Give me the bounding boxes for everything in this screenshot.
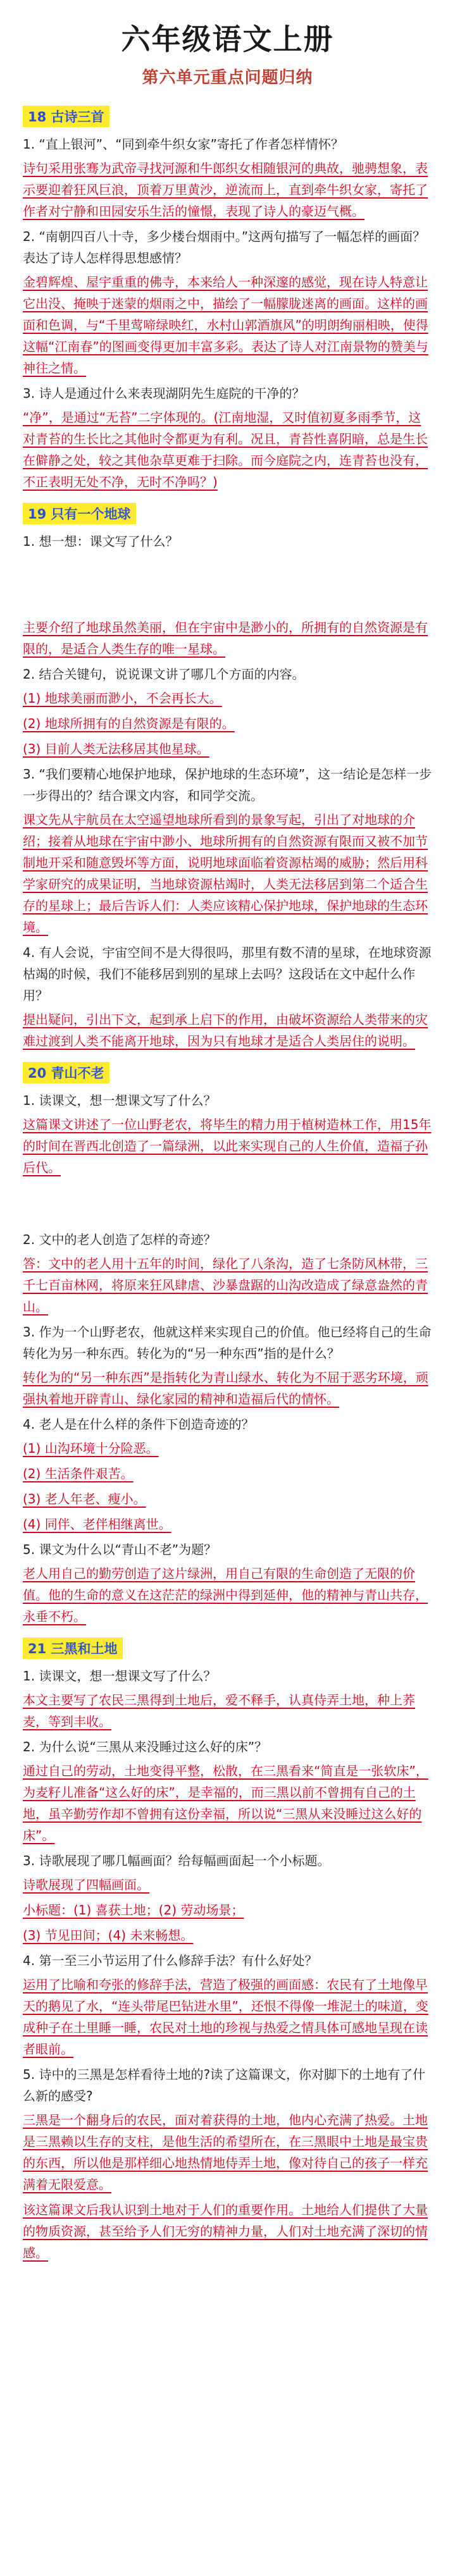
question-text: 1. 读课文，想一想课文写了什么？ bbox=[23, 1668, 216, 1684]
answer-text: 运用了比喻和夸张的修辞手法，营造了极强的画面感：农民有了土地像早天的鹅见了水，“连头带尾巴钻进水里”，还恨不得像一堆泥土的味道，变成种子在土里睡一睡，农民对土地的珍视与热爱之情具体可感地呈现在读者眼前。 bbox=[23, 1977, 428, 2057]
page-subtitle: 第六单元重点问题归纳 bbox=[142, 68, 313, 87]
answer-text: 本文主要写了农民三黑得到土地后，爱不释手，认真侍弄土地，种上荞麦，等到丰收。 bbox=[23, 1692, 415, 1729]
answer-text: (2) 地球所拥有的自然资源是有限的。 bbox=[23, 716, 235, 731]
section-heading: 19 只有一个地球 bbox=[23, 503, 136, 524]
answer-text: 金碧辉煌、屋宇重重的佛寺，本来给人一种深邃的感觉，现在诗人特意让它出没、掩映于迷蒙的烟雨之中，描绘了一幅朦胧迷离的画面。这样的画面和色调，与“千里莺啼绿映红，水村山郭酒旗风”的明朗绚丽相映，使得这幅“江南春”的图画变得更加丰富多彩。表达了诗人对江南景物的赞美与神往之情。 bbox=[23, 274, 428, 376]
question-text: 2. “南朝四百八十寺，多少楼台烟雨中。”这两句描写了一幅怎样的画面？表达了诗人怎样得思想感情？ bbox=[23, 229, 426, 266]
answer-text: (4) 同伴、老伴相继离世。 bbox=[23, 1517, 171, 1532]
answer-text: 这篇课文讲述了一位山野老农，将毕生的精力用于植树造林工作，用15年的时间在晋西北创造了一篇绿洲，以此来实现自己的人生价值，造福子孙后代。 bbox=[23, 1117, 432, 1175]
question-text: 3. 诗歌展现了哪几幅画面？给每幅画面起一个小标题。 bbox=[23, 1853, 330, 1868]
section-heading: 21 三黑和土地 bbox=[23, 1637, 123, 1659]
question-text: 3. 作为一个山野老农，他就这样来实现自己的价值。他已经将自己的生命转化为另一种东西。转化为的“另一种东西”指的是什么？ bbox=[23, 1324, 432, 1361]
section bbox=[23, 1056, 432, 1627]
question-text: 4. 有人会说，宇宙空间不是大得很吗，那里有数不清的星球，在地球资源枯竭的时候，我们不能移居到别的星球上去吗？这段话在文中起什么作用？ bbox=[23, 945, 432, 1003]
content-body bbox=[23, 99, 432, 2264]
answer-text: 课文先从宇航员在太空遥望地球所看到的景象写起，引出了对地球的介绍；接着从地球在宇宙中渺小、地球所拥有的自然资源有限而又被不加节制地开采和随意毁坏等方面，说明地球面临着资源枯竭的威胁；然后用科学家研究的成果证明，当地球资源枯竭时，人类无法移居到第二个适合生存的星球上；最后告诉人们：人类应该精心保护地球，保护地球的生态环境。 bbox=[23, 812, 428, 935]
question-text: 4. 第一至三小节运用了什么修辞手法？有什么好处？ bbox=[23, 1953, 318, 1968]
answer-text: 老人用自己的勤劳创造了这片绿洲，用自己有限的生命创造了无限的价值。他的生命的意义在这茫茫的绿洲中得到延伸，他的精神与青山共存，永垂不朽。 bbox=[23, 1566, 428, 1624]
question-text: 2. 结合关键句，说说课文讲了哪几个方面的内容。 bbox=[23, 667, 305, 682]
question-text: 1. “直上银河”、“同到牵牛织女家”寄托了作者怎样情怀？ bbox=[23, 137, 344, 152]
question-text: 3. “我们要精心地保护地球，保护地球的生态环境”，这一结论是怎样一步一步得出的？结合课文内容，和同学交流。 bbox=[23, 767, 432, 803]
answer-text: 小标题：(1) 喜获土地；(2) 劳动场景； bbox=[23, 1902, 244, 1918]
answer-text: 提出疑问，引出下文，起到承上启下的作用，由破坏资源给人类带来的灾难过渡到人类不能离开地球，因为只有地球才是适合人类居住的说明。 bbox=[23, 1012, 428, 1049]
page-title: 六年级语文上册 bbox=[121, 22, 334, 56]
blank-space bbox=[23, 1182, 432, 1226]
answer-text: (3) 节见田间；(4) 未来畅想。 bbox=[23, 1928, 194, 1943]
answer-text: 该这篇课文后我认识到土地对于人们的重要作用。土地给人们提供了大量的物质资源，甚至给予人们无穷的精神力量，人们对土地充满了深切的情感。 bbox=[23, 2202, 428, 2260]
question-text: 5. 课文为什么以“青山不老”为题？ bbox=[23, 1542, 217, 1557]
answer-text: 转化为的“另一种东西”是指转化为青山绿水、转化为不屈于恶劣环境，顽强执着地开辟青山、绿化家园的精神和造福后代的情怀。 bbox=[23, 1370, 428, 1407]
answer-text: 通过自己的劳动，土地变得平整，松散，在三黑看来“简直是一张软床”，为麦籽儿准备“这么好的床”，是幸福的，而三黑以前不曾拥有自己的土地，虽辛勤劳作却不曾拥有这份幸福，所以说“三黑从来没睡过这么好的床”。 bbox=[23, 1763, 428, 1843]
blank-space bbox=[23, 555, 432, 615]
question-text: 1. 读课文，想一想课文写了什么？ bbox=[23, 1093, 216, 1108]
answer-text: 诗句采用张骞为武帝寻找河源和牛郎织女相随银河的典故，驰骋想象，表示要迎着狂风巨浪，顶着万里黄沙，逆流而上，直到牵牛织女家，寄托了作者对宁静和田园安乐生活的憧憬，表现了诗人的豪迈气概。 bbox=[23, 161, 428, 219]
question-text: 2. 为什么说“三黑从来没睡过这么好的床”？ bbox=[23, 1739, 268, 1754]
question-text: 1. 想一想：课文写了什么？ bbox=[23, 534, 178, 549]
answer-text: (1) 山沟环境十分险恶。 bbox=[23, 1441, 159, 1456]
answer-text: 诗歌展现了四幅画面。 bbox=[23, 1877, 149, 1892]
answer-text: “净”，是通过“无苔”二字体现的。(江南地湿，又时值初夏多雨季节，这对青苔的生长比之其他时令都更为有利。况且，青苔性喜阴暗，总是生长在僻静之处，较之其他杂草更难于扫除。而今庭院之内，连青苔也没有，不正表明无处不净，无时不净吗？) bbox=[23, 410, 428, 490]
answer-text: (3) 目前人类无法移居其他星球。 bbox=[23, 741, 209, 756]
section bbox=[23, 1631, 432, 2264]
answer-text: 答：文中的老人用十五年的时间，绿化了八条沟，造了七条防风林带，三千七百亩林网，将原来狂风肆虐、沙暴盘踞的山沟改造成了绿意盎然的青山。 bbox=[23, 1256, 428, 1314]
answer-text: (3) 老人年老、瘦小。 bbox=[23, 1491, 146, 1507]
answer-text: (1) 地球美丽而渺小，不会再长大。 bbox=[23, 691, 222, 706]
question-text: 4. 老人是在什么样的条件下创造奇迹的？ bbox=[23, 1417, 254, 1432]
answer-text: 三黑是一个翻身后的农民，面对着获得的土地，他内心充满了热爱。土地是三黑赖以生存的支柱，是他生活的希望所在，在三黑眼中土地是最宝贵的东西，所以他是那样细心地热情地侍弄土地，像对待自己的孩子一样充满着无限爱意。 bbox=[23, 2112, 428, 2192]
question-text: 2. 文中的老人创造了怎样的奇迹？ bbox=[23, 1232, 216, 1247]
section bbox=[23, 496, 432, 1052]
question-text: 3. 诗人是通过什么来表现湖阴先生庭院的干净的？ bbox=[23, 386, 305, 401]
section-heading: 18 古诗三首 bbox=[23, 106, 109, 127]
question-text: 5. 诗中的三黑是怎样看待土地的?读了这篇课文，你对脚下的土地有了什么新的感受? bbox=[23, 2067, 426, 2104]
section-heading: 20 青山不老 bbox=[23, 1062, 109, 1083]
section bbox=[23, 99, 432, 493]
answer-text: (2) 生活条件艰苦。 bbox=[23, 1466, 134, 1481]
answer-text: 主要介绍了地球虽然美丽，但在宇宙中是渺小的，所拥有的自然资源是有限的，是适合人类生存的唯一星球。 bbox=[23, 620, 428, 656]
